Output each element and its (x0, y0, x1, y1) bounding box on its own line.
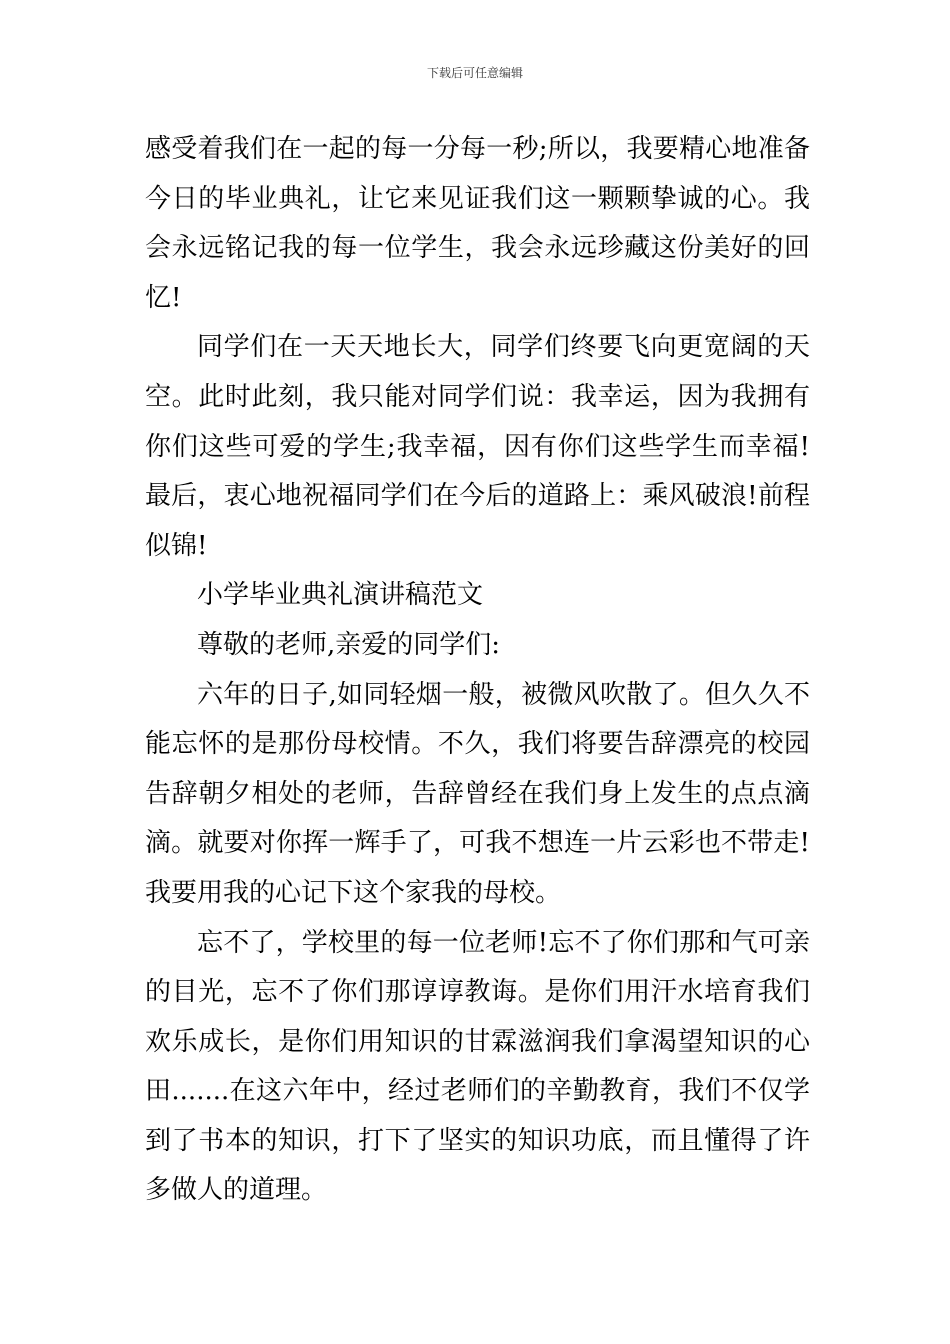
header-note: 下载后可任意编辑 (426, 66, 523, 80)
salutation: 尊敬的老师,亲爱的同学们: (197, 629, 501, 660)
paragraph-continuation: 感受着我们在一起的每一分每一秒;所以，我要精心地准备今日的毕业典礼，让它来见证我们这一颗颗挚诚的心。我会永远铭记我的每一位学生，我会永远珍藏这份美好的回忆! (145, 134, 810, 313)
paragraph-farewell: 同学们在一天天地长大，同学们终要飞向更宽阔的天空。此时此刻，我只能对同学们说：我幸运，因为我拥有你们这些可爱的学生;我幸福，因有你们这些学生而幸福!最后，衷心地祝福同学们在今后的道路上：乘风破浪!前程似锦! (145, 332, 810, 561)
paragraph-teachers: 忘不了，学校里的每一位老师!忘不了你们那和气可亲的目光，忘不了你们那谆谆教诲。是你们用汗水培育我们欢乐成长，是你们用知识的甘霖滋润我们拿渴望知识的心田.......在这六年中，经过老师们的辛勤教育，我们不仅学到了书本的知识，打下了坚实的知识功底，而且懂得了许多做人的道理。 (145, 927, 810, 1206)
document-body (145, 125, 810, 1216)
speech-title: 小学毕业典礼演讲稿范文 (197, 580, 484, 611)
paragraph-six-years: 六年的日子,如同轻烟一般，被微风吹散了。但久久不能忘怀的是那份母校情。不久，我们将要告辞漂亮的校园告辞朝夕相处的老师，告辞曾经在我们身上发生的点点滴滴。就要对你挥一辉手了，可我不想连一片云彩也不带走!我要用我的心记下这个家我的母校。 (145, 679, 810, 908)
